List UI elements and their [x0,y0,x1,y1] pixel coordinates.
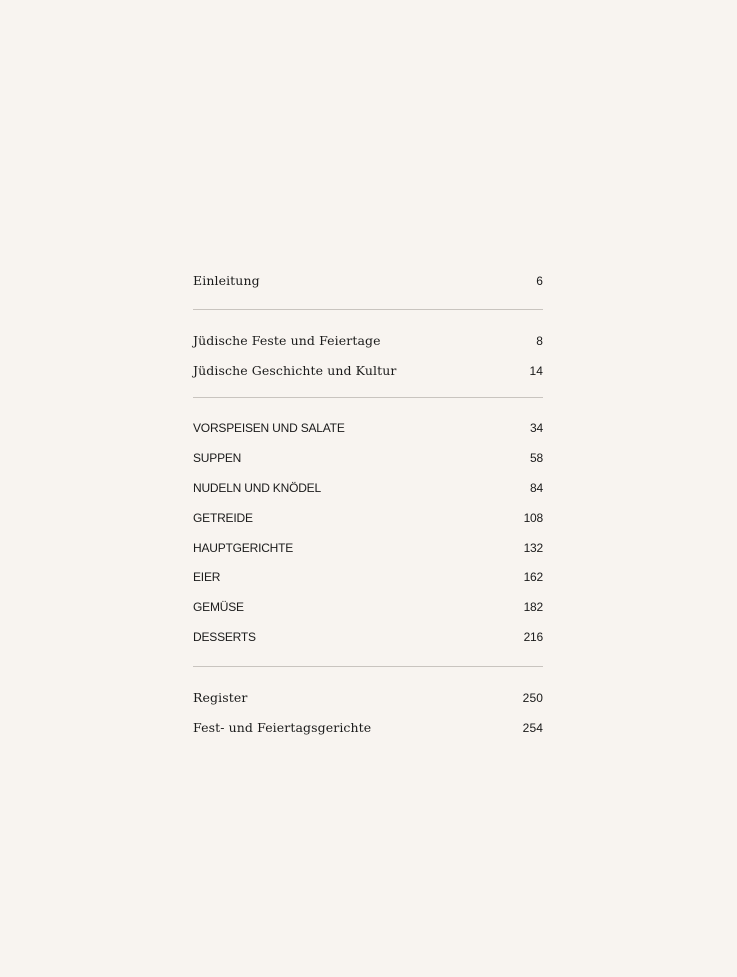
toc-entry-page: 162 [523,570,543,585]
toc-entry-juedische-feste[interactable] [193,326,543,356]
toc-entry-page: 8 [536,333,543,348]
toc-entry-einleitung[interactable] [193,266,543,296]
toc-entry-page: 84 [530,480,543,495]
toc-entry-page: 34 [530,421,543,436]
toc-entry-eier[interactable] [193,563,543,593]
toc-entry-page: 108 [523,510,543,525]
toc-entry-nudeln[interactable] [193,474,543,504]
toc-entry-page: 6 [536,274,543,288]
toc-entry-title: GETREIDE [193,510,253,525]
toc-entry-title: HAUPTGERICHTE [193,540,294,555]
toc-entry-title: Jüdische Feste und Feiertage [193,332,381,348]
toc-entry-title: NUDELN UND KNÖDEL [193,480,321,495]
toc-entry-title: EIER [193,570,221,585]
toc-entry-title: SUPPEN [193,451,242,466]
toc-entry-title: DESSERTS [193,629,256,644]
toc-entry-suppen[interactable] [193,444,543,474]
toc-entry-vorspeisen[interactable] [193,414,543,444]
toc-entry-title: GEMÜSE [193,600,244,615]
toc-entry-title: Fest- und Feiertagsgerichte [193,719,372,735]
toc-entry-page: 216 [523,629,543,644]
toc-entry-title: VORSPEISEN UND SALATE [193,421,345,436]
toc-entry-juedische-geschichte[interactable] [193,356,543,386]
toc-entry-page: 254 [522,720,543,735]
toc-entry-page: 58 [530,451,543,466]
toc-entry-page: 250 [522,690,543,705]
toc-entry-page: 14 [529,363,543,378]
toc-entry-hauptgerichte[interactable] [193,534,543,564]
toc-entry-page: 132 [523,540,543,555]
toc-entry-title: Einleitung [193,273,260,288]
toc-entry-getreide[interactable] [193,504,543,534]
toc-entry-title: Register [193,689,248,705]
toc-entry-register[interactable] [193,683,543,713]
toc-entry-desserts[interactable] [193,623,543,653]
toc-entry-title: Jüdische Geschichte und Kultur [193,362,397,378]
toc-entry-feiertagsgerichte[interactable] [193,713,543,743]
table-of-contents [193,266,543,742]
toc-entry-gemuese[interactable] [193,593,543,623]
toc-entry-page: 182 [523,600,543,615]
